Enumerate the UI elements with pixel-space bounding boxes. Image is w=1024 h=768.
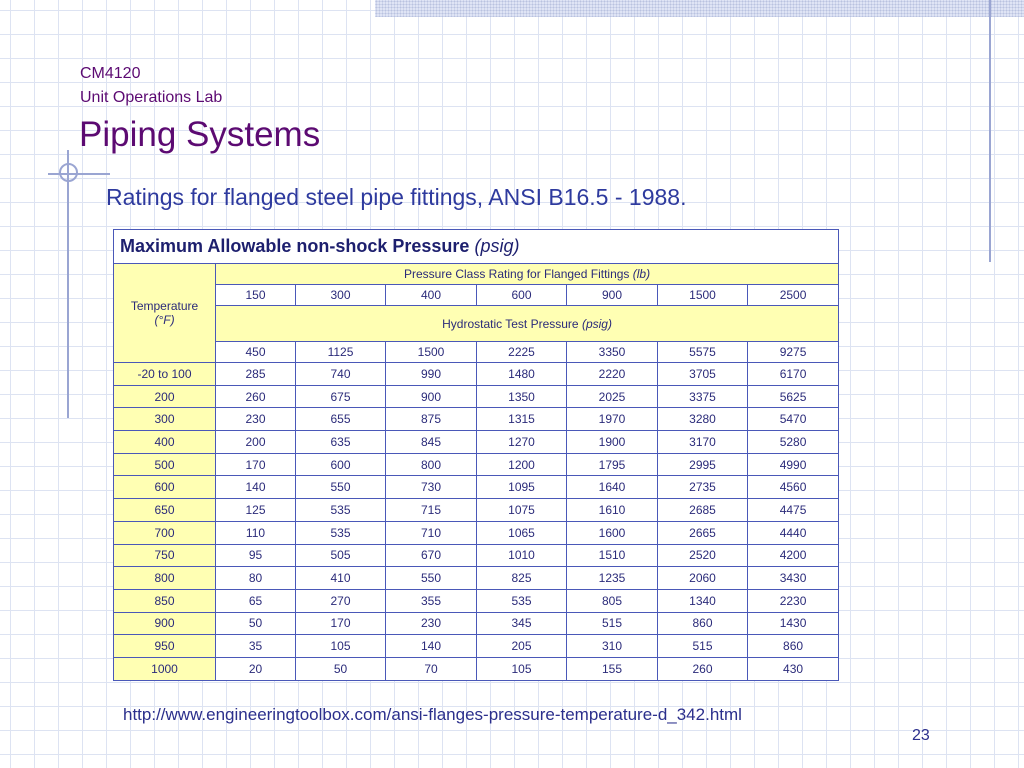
pressure-cell: 140 — [386, 635, 477, 658]
temperature-cell: 700 — [114, 521, 216, 544]
hydro-cell: 1125 — [296, 342, 386, 363]
hydro-row — [114, 342, 839, 363]
pressure-cell: 170 — [216, 453, 296, 476]
pressure-cell: 550 — [296, 476, 386, 499]
pressure-cell: 430 — [748, 657, 839, 680]
pressure-cell: 1200 — [477, 453, 567, 476]
pressure-cell: 505 — [296, 544, 386, 567]
pressure-cell: 845 — [386, 431, 477, 454]
class-cell: 600 — [477, 285, 567, 306]
class-cell: 1500 — [658, 285, 748, 306]
pressure-cell: 5280 — [748, 431, 839, 454]
pressure-cell: 875 — [386, 408, 477, 431]
pressure-cell: 1600 — [567, 521, 658, 544]
left-decorative-crossline — [48, 173, 110, 175]
temperature-cell: 300 — [114, 408, 216, 431]
page-number: 23 — [912, 727, 930, 744]
temperature-cell: 600 — [114, 476, 216, 499]
class-header-text: Pressure Class Rating for Flanged Fittings — [403, 267, 630, 281]
pressure-cell: 4200 — [748, 544, 839, 567]
pressure-cell: 4560 — [748, 476, 839, 499]
pressure-cell: 5470 — [748, 408, 839, 431]
top-decorative-bar — [375, 0, 1024, 17]
pressure-cell: 655 — [296, 408, 386, 431]
pressure-cell: 675 — [296, 385, 386, 408]
pressure-cell: 600 — [296, 453, 386, 476]
course-code: CM4120 — [80, 65, 141, 82]
pressure-cell: 1640 — [567, 476, 658, 499]
decorative-circle-icon — [59, 163, 78, 182]
pressure-cell: 95 — [216, 544, 296, 567]
pressure-cell: 70 — [386, 657, 477, 680]
hydro-header-text: Hydrostatic Test Pressure — [442, 316, 579, 331]
pressure-cell: 550 — [386, 567, 477, 590]
pressure-cell: 535 — [296, 521, 386, 544]
pressure-cell: 825 — [477, 567, 567, 590]
temperature-cell: 500 — [114, 453, 216, 476]
temperature-cell: 750 — [114, 544, 216, 567]
pressure-cell: 110 — [216, 521, 296, 544]
temperature-label: Temperature — [130, 299, 199, 313]
pressure-cell: 1010 — [477, 544, 567, 567]
temperature-cell: 400 — [114, 431, 216, 454]
hydro-cell: 9275 — [748, 342, 839, 363]
pressure-cell: 345 — [477, 612, 567, 635]
pressure-cell: 2060 — [658, 567, 748, 590]
class-cell: 150 — [216, 285, 296, 306]
pressure-cell: 2520 — [658, 544, 748, 567]
class-cell: 900 — [567, 285, 658, 306]
table-body — [114, 363, 839, 681]
temperature-cell: 1000 — [114, 657, 216, 680]
pressure-cell: 515 — [567, 612, 658, 635]
pressure-cell: 2685 — [658, 499, 748, 522]
table-title-unit: (psig) — [474, 236, 520, 256]
pressure-cell: 900 — [386, 385, 477, 408]
pressure-cell: 805 — [567, 589, 658, 612]
pressure-cell: 140 — [216, 476, 296, 499]
pressure-cell: 230 — [386, 612, 477, 635]
table-row — [114, 476, 839, 499]
pressure-cell: 860 — [658, 612, 748, 635]
table-row — [114, 453, 839, 476]
pressure-cell: 270 — [296, 589, 386, 612]
pressure-cell: 105 — [477, 657, 567, 680]
pressure-cell: 715 — [386, 499, 477, 522]
slide-subtitle: Ratings for flanged steel pipe fittings, ANSI B16.5 - 1988. — [106, 184, 687, 210]
table-row — [114, 612, 839, 635]
pressure-cell: 155 — [567, 657, 658, 680]
pressure-cell: 860 — [748, 635, 839, 658]
pressure-cell: 1480 — [477, 363, 567, 386]
pressure-cell: 4475 — [748, 499, 839, 522]
pressure-cell: 285 — [216, 363, 296, 386]
pressure-cell: 410 — [296, 567, 386, 590]
pressure-cell: 670 — [386, 544, 477, 567]
pressure-cell: 1795 — [567, 453, 658, 476]
pressure-cell: 1610 — [567, 499, 658, 522]
hydro-cell: 1500 — [386, 342, 477, 363]
pressure-cell: 4990 — [748, 453, 839, 476]
table-row — [114, 431, 839, 454]
pressure-cell: 260 — [658, 657, 748, 680]
temperature-header — [114, 264, 216, 363]
pressure-cell: 20 — [216, 657, 296, 680]
table-row — [114, 363, 839, 386]
source-link[interactable]: http://www.engineeringtoolbox.com/ansi-flanges-pressure-temperature-d_342.html — [123, 705, 742, 724]
temperature-cell: 850 — [114, 589, 216, 612]
pressure-cell: 3375 — [658, 385, 748, 408]
pressure-cell: 35 — [216, 635, 296, 658]
pressure-cell: 6170 — [748, 363, 839, 386]
temperature-cell: 800 — [114, 567, 216, 590]
pressure-cell: 1270 — [477, 431, 567, 454]
pressure-cell: 65 — [216, 589, 296, 612]
pressure-cell: 515 — [658, 635, 748, 658]
pressure-cell: 1235 — [567, 567, 658, 590]
pressure-cell: 355 — [386, 589, 477, 612]
class-cell: 300 — [296, 285, 386, 306]
table-row — [114, 385, 839, 408]
temperature-cell: -20 to 100 — [114, 363, 216, 386]
table-row — [114, 544, 839, 567]
table-row — [114, 567, 839, 590]
temperature-cell: 650 — [114, 499, 216, 522]
pressure-cell: 170 — [296, 612, 386, 635]
pressure-cell: 4440 — [748, 521, 839, 544]
pressure-cell: 5625 — [748, 385, 839, 408]
pressure-cell: 1065 — [477, 521, 567, 544]
pressure-cell: 535 — [477, 589, 567, 612]
course-name: Unit Operations Lab — [80, 89, 223, 106]
table-row — [114, 657, 839, 680]
pressure-cell: 1075 — [477, 499, 567, 522]
pressure-cell: 3430 — [748, 567, 839, 590]
pressure-cell: 3705 — [658, 363, 748, 386]
hydro-cell: 3350 — [567, 342, 658, 363]
pressure-rating-table — [113, 229, 839, 681]
table-title-text: Maximum Allowable non-shock Pressure — [120, 236, 470, 256]
pressure-cell: 50 — [216, 612, 296, 635]
right-decorative-line — [989, 0, 991, 262]
hydro-header — [216, 306, 839, 342]
pressure-cell: 50 — [296, 657, 386, 680]
pressure-cell: 1510 — [567, 544, 658, 567]
slide-title: Piping Systems — [79, 115, 321, 154]
table-row — [114, 635, 839, 658]
table-row — [114, 589, 839, 612]
hydro-header-unit: (psig) — [581, 316, 612, 331]
pressure-cell: 990 — [386, 363, 477, 386]
table-title — [114, 230, 839, 264]
pressure-cell: 710 — [386, 521, 477, 544]
pressure-cell: 125 — [216, 499, 296, 522]
table-row — [114, 521, 839, 544]
class-cell: 2500 — [748, 285, 839, 306]
pressure-cell: 800 — [386, 453, 477, 476]
table-row — [114, 499, 839, 522]
table-row — [114, 408, 839, 431]
pressure-cell: 1350 — [477, 385, 567, 408]
class-header-unit: (lb) — [632, 267, 651, 281]
pressure-cell: 2995 — [658, 453, 748, 476]
pressure-cell: 1315 — [477, 408, 567, 431]
hydro-cell: 450 — [216, 342, 296, 363]
pressure-cell: 535 — [296, 499, 386, 522]
pressure-cell: 2220 — [567, 363, 658, 386]
pressure-cell: 3170 — [658, 431, 748, 454]
class-header — [216, 264, 839, 285]
hydro-cell: 2225 — [477, 342, 567, 363]
pressure-cell: 260 — [216, 385, 296, 408]
pressure-cell: 2665 — [658, 521, 748, 544]
pressure-cell: 730 — [386, 476, 477, 499]
pressure-cell: 1095 — [477, 476, 567, 499]
pressure-cell: 1340 — [658, 589, 748, 612]
pressure-cell: 2230 — [748, 589, 839, 612]
left-decorative-line — [67, 150, 69, 418]
pressure-cell: 1970 — [567, 408, 658, 431]
pressure-cell: 3280 — [658, 408, 748, 431]
temperature-cell: 950 — [114, 635, 216, 658]
pressure-cell: 2025 — [567, 385, 658, 408]
pressure-cell: 740 — [296, 363, 386, 386]
pressure-cell: 105 — [296, 635, 386, 658]
hydro-cell: 5575 — [658, 342, 748, 363]
pressure-cell: 1900 — [567, 431, 658, 454]
pressure-cell: 205 — [477, 635, 567, 658]
pressure-cell: 2735 — [658, 476, 748, 499]
pressure-cell: 230 — [216, 408, 296, 431]
temperature-unit: (°F) — [154, 313, 175, 327]
class-row — [114, 285, 839, 306]
pressure-cell: 635 — [296, 431, 386, 454]
pressure-cell: 200 — [216, 431, 296, 454]
temperature-cell: 200 — [114, 385, 216, 408]
pressure-cell: 80 — [216, 567, 296, 590]
pressure-cell: 1430 — [748, 612, 839, 635]
class-cell: 400 — [386, 285, 477, 306]
temperature-cell: 900 — [114, 612, 216, 635]
pressure-cell: 310 — [567, 635, 658, 658]
